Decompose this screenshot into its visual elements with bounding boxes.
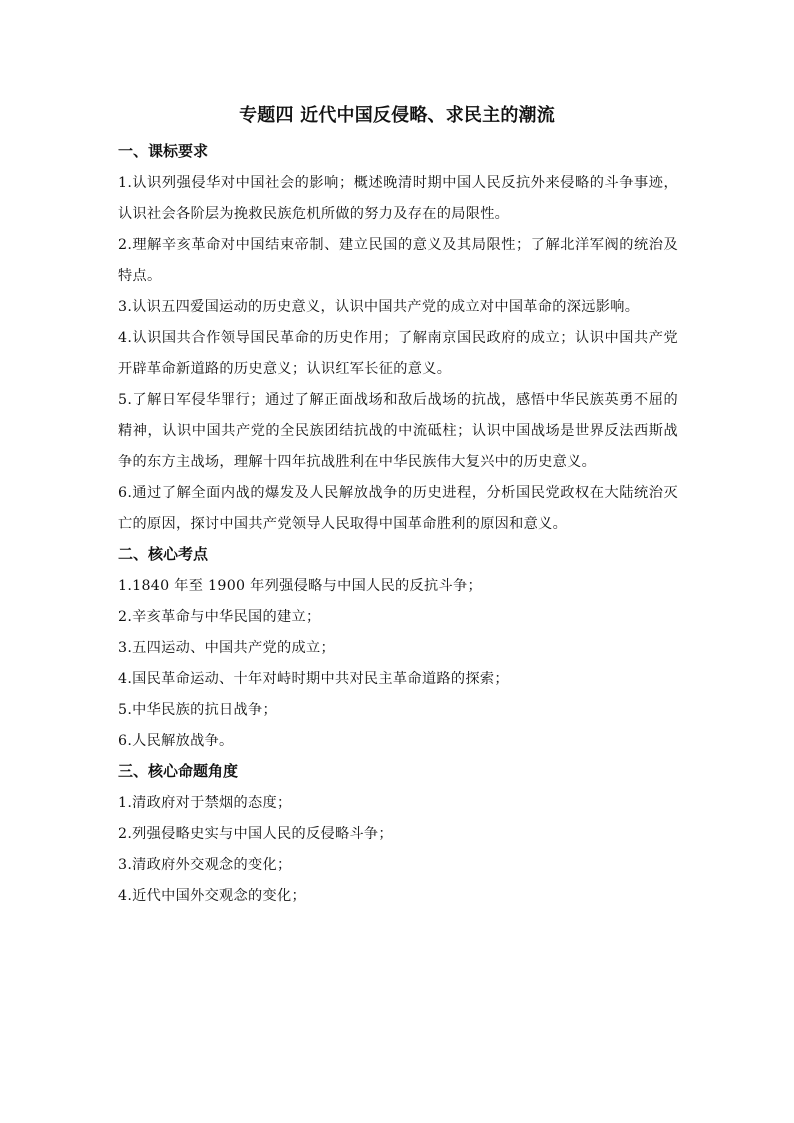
section-heading: 二、核心考点 [118,545,209,563]
document-body [118,137,678,912]
page-title: 专题四 近代中国反侵略、求民主的潮流 [239,105,555,126]
section-curriculum-requirements [118,137,678,540]
list-item: 3.清政府外交观念的变化； [118,857,292,873]
list-item: 5.了解日军侵华罪行；通过了解正面战场和敌后战场的抗战，感悟中华民族英勇不屈的精神，认识中国共产党的全民族团结抗战的中流砥柱；认识中国战场是世界反法西斯战争的东方主战场，理解十四年抗战胜利在中华民族伟大复兴中的历史意义。 [118,392,678,470]
list-item: 4.国民革命运动、十年对峙时期中共对民主革命道路的探索； [118,671,509,687]
section-heading: 三、核心命题角度 [118,762,239,780]
section-heading: 一、课标要求 [118,142,209,160]
list-item: 1.1840 年至 1900 年列强侵略与中国人民的反抗斗争； [118,578,482,594]
section-core-question-angles [118,757,678,912]
list-item: 6.通过了解全面内战的爆发及人民解放战争的历史进程，分析国民党政权在大陆统治灭亡的原因，探讨中国共产党领导人民取得中国革命胜利的原因和意义。 [118,485,678,532]
list-item: 2.列强侵略史实与中国人民的反侵略斗争； [118,826,393,842]
list-item: 3.五四运动、中国共产党的成立； [118,640,335,656]
list-item: 5.中华民族的抗日战争； [118,702,278,718]
list-item: 4.认识国共合作领导国民革命的历史作用；了解南京国民政府的成立；认识中国共产党开辟革命新道路的历史意义；认识红军长征的意义。 [118,330,678,377]
list-item: 2.辛亥革命与中华民国的建立； [118,609,321,625]
list-item: 4.近代中国外交观念的变化； [118,888,306,904]
section-core-exam-points [118,540,678,757]
list-item: 1.清政府对于禁烟的态度； [118,795,292,811]
list-item: 6.人民解放战争。 [118,733,234,749]
list-item: 2.理解辛亥革命对中国结束帝制、建立民国的意义及其局限性；了解北洋军阀的统治及特点。 [118,237,678,284]
list-item: 1.认识列强侵华对中国社会的影响；概述晚清时期中国人民反抗外来侵略的斗争事迹，认识社会各阶层为挽救民族危机所做的努力及存在的局限性。 [118,175,678,222]
list-item: 3.认识五四爱国运动的历史意义，认识中国共产党的成立对中国革命的深远影响。 [118,299,640,315]
